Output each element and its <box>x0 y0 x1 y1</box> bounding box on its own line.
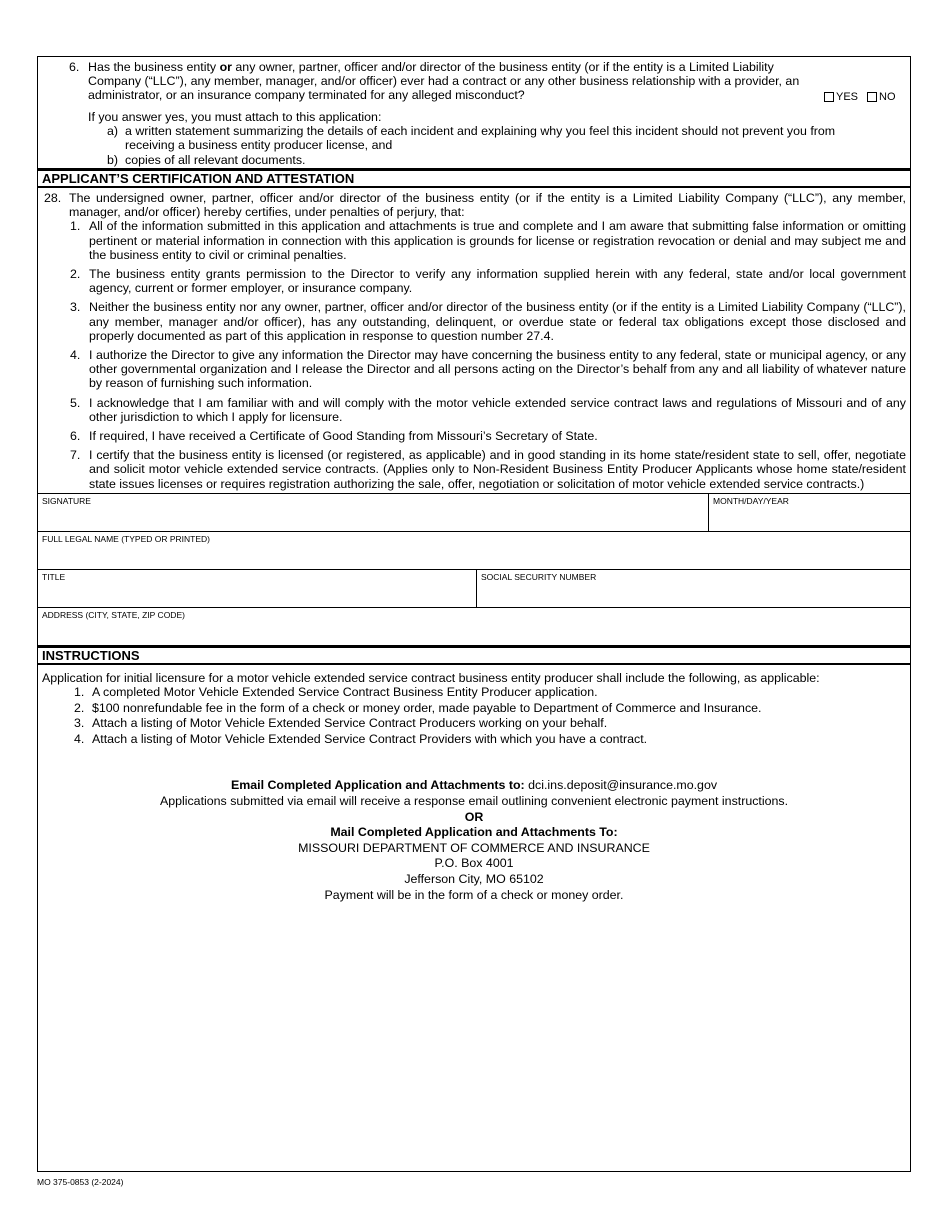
address-row <box>38 607 910 645</box>
question-6 <box>38 57 910 168</box>
mail-city: Jefferson City, MO 65102 <box>404 872 544 886</box>
ssn-field[interactable] <box>476 570 910 607</box>
ssn-label: SOCIAL SECURITY NUMBER <box>481 571 597 582</box>
certification-item: 3. Neither the business entity nor any owner, partner, officer and/or director of the business entity (or if the entity is a Limited Liability Company (“LLC”), any member, manager and/or officer), has any outstanding, delinquent, or overdue state or federal tax obligations except those disclosed and properly documented as part of this application in response to question number 27.4. <box>70 300 906 343</box>
form-frame <box>37 56 911 1172</box>
certification-list <box>44 219 906 490</box>
no-label: NO <box>879 91 896 103</box>
signature-field[interactable] <box>38 494 708 531</box>
certification-heading: APPLICANT’S CERTIFICATION AND ATTESTATION <box>38 168 910 188</box>
full-name-label: FULL LEGAL NAME (TYPED OR PRINTED) <box>42 533 210 544</box>
instructions-heading: INSTRUCTIONS <box>38 645 910 665</box>
submission-info <box>42 778 906 903</box>
attachment-instructions <box>88 110 853 167</box>
certification-intro: 28. The undersigned owner, partner, officer and/or director of the business entity (or if the entity is a Limited Liability Company (“LLC”), any member, manager, and/or officer) hereby certifies, under penalties of perjury, that: <box>44 191 906 220</box>
attachment-item: b) copies of all relevant documents. <box>107 152 306 167</box>
form-id: MO 375-0853 (2-2024) <box>37 1177 124 1187</box>
certification-item: 6. If required, I have received a Certificate of Good Standing from Missouri’s Secretary of State. <box>70 429 598 444</box>
attachment-item: a) a written statement summarizing the details of each incident and explaining why you feel this incident should not prevent you from receiving a business entity producer license, and <box>107 124 836 153</box>
instructions-section <box>38 665 910 903</box>
title-label: TITLE <box>42 571 66 582</box>
date-field[interactable] <box>708 494 910 531</box>
instructions-item: 3. Attach a listing of Motor Vehicle Extended Service Contract Producers working on your behalf. <box>74 716 608 731</box>
payment-note: Payment will be in the form of a check or money order. <box>324 887 624 902</box>
mail-label: Mail Completed Application and Attachments To: <box>330 825 618 840</box>
instructions-item: 2. $100 nonrefundable fee in the form of a check or money order, made payable to Department of Commerce and Insurance. <box>74 700 762 715</box>
instructions-list <box>42 685 906 747</box>
question-6-text: Has the business entity or any owner, partner, officer and/or director of the business entity (or if the entity is a Limited Liability Company (“LLC”), any member, manager, and/or officer) ever had a contract or any other business relationship with a provider, an administrator, or an insurance company terminated for any alleged misconduct? <box>88 60 800 103</box>
question-6-number: 6. <box>69 60 80 74</box>
question-6-answer <box>824 90 905 104</box>
name-row <box>38 531 910 569</box>
yes-label: YES <box>836 91 859 103</box>
mail-organization: MISSOURI DEPARTMENT OF COMMERCE AND INSURANCE <box>298 840 650 855</box>
address-label: ADDRESS (CITY, STATE, ZIP CODE) <box>42 609 185 620</box>
email-address[interactable]: dci.ins.deposit@insurance.mo.gov <box>528 778 718 793</box>
certification-section <box>38 188 910 493</box>
email-note: Applications submitted via email will receive a response email outlining convenient electronic payment instructions. <box>159 794 789 809</box>
certification-item: 1. All of the information submitted in this application and attachments is true and complete and I am aware that submitting false information or omitting pertinent or material information in connection with this application is grounds for license or registration revocation or denial and may subject me and the business entity to civil or criminal penalties. <box>70 219 906 262</box>
address-field[interactable] <box>38 608 910 645</box>
certification-item: 4. I authorize the Director to give any information the Director may have concerning the business entity to any federal, state or municipal agency, or any other governmental organization and I release the Director and all persons acting on the Director’s behalf from any and all liability of whatever nature by reason of furnishing such information. <box>70 348 906 391</box>
instructions-item: 1. A completed Motor Vehicle Extended Service Contract Business Entity Producer application. <box>74 685 598 700</box>
date-label: MONTH/DAY/YEAR <box>713 495 789 506</box>
instructions-intro: Application for initial licensure for a motor vehicle extended service contract business entity producer shall include the following, as applicable: <box>42 670 820 685</box>
mail-po-box: P.O. Box 4001 <box>434 856 514 871</box>
signature-label: SIGNATURE <box>42 495 91 506</box>
email-label: Email Completed Application and Attachments to: <box>230 778 525 793</box>
instructions-item: 4. Attach a listing of Motor Vehicle Extended Service Contract Providers with which you have a contract. <box>74 731 648 746</box>
email-line <box>42 778 906 794</box>
signature-row <box>38 493 910 531</box>
certification-item: 5. I acknowledge that I am familiar with and will comply with the motor vehicle extended service contract laws and regulations of Missouri and of any other jurisdiction to which I apply for licensure. <box>70 395 906 424</box>
no-checkbox[interactable] <box>867 92 877 102</box>
title-field[interactable] <box>38 570 476 607</box>
yes-checkbox[interactable] <box>824 92 834 102</box>
attachment-intro: If you answer yes, you must attach to this application: <box>88 110 382 124</box>
title-row <box>38 569 910 607</box>
or-separator: OR <box>464 809 484 824</box>
certification-item: 7. I certify that the business entity is licensed (or registered, as applicable) and in good standing in its home state/resident state to sell, offer, negotiate and solicit motor vehicle extended service contracts. (Applies only to Non-Resident Business Entity Producer Applicants whose home state/resident state issues licenses or requires registration authorizing the sale, offer, negotiation or solicitation of motor vehicle extended service contracts.) <box>70 448 906 491</box>
certification-item: 2. The business entity grants permission to the Director to verify any information supplied herein with any federal, state and/or local government agency, current or former employer, or insurance company. <box>70 267 906 296</box>
full-name-field[interactable] <box>38 532 910 569</box>
